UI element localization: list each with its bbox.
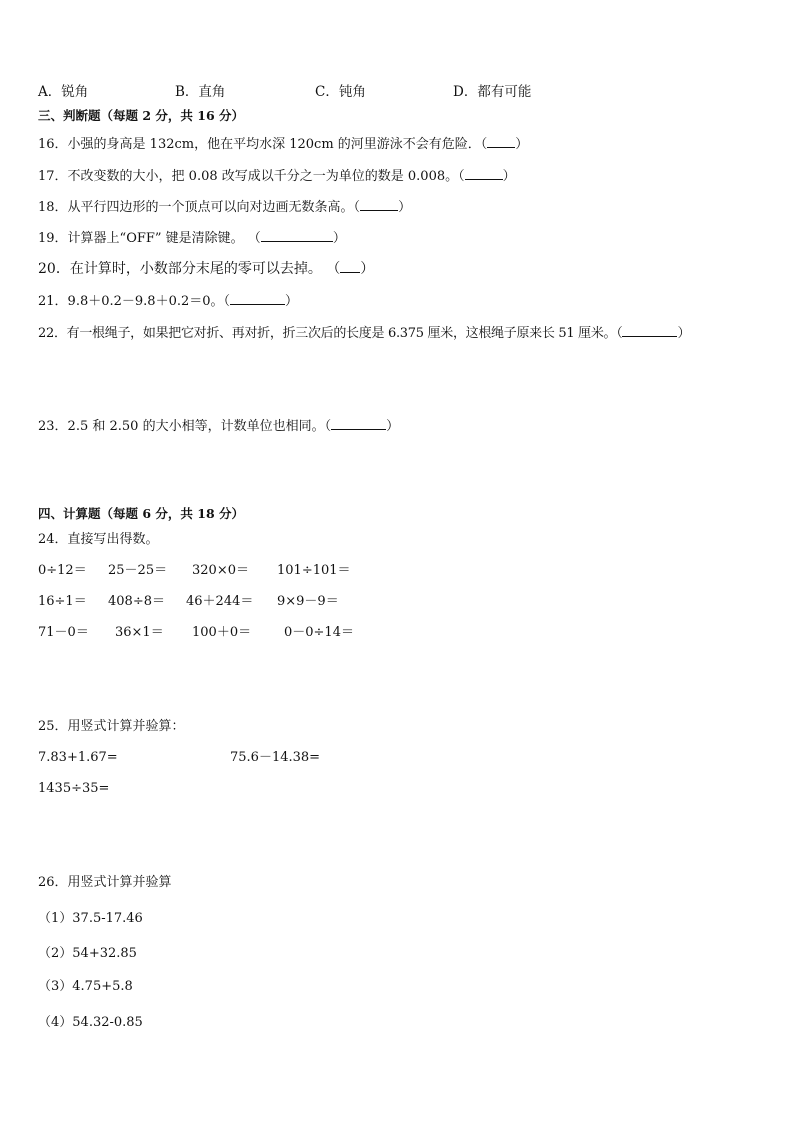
question-number: 22． bbox=[38, 326, 67, 341]
answer-blank[interactable] bbox=[230, 292, 285, 305]
question-24-title: 24．直接写出得数。 bbox=[38, 532, 159, 547]
choice-option-a: A．锐角 bbox=[38, 84, 89, 100]
question-tail: ） bbox=[386, 419, 400, 434]
calc-item: （3）4.75+5.8 bbox=[38, 979, 133, 994]
question-21 bbox=[38, 292, 298, 310]
question-tail: ） bbox=[285, 294, 299, 309]
calc-item: 100＋0＝ bbox=[192, 625, 252, 640]
calc-item: 0÷12＝ bbox=[38, 563, 87, 578]
question-20 bbox=[38, 260, 374, 277]
answer-blank[interactable] bbox=[622, 324, 677, 337]
question-tail: ） bbox=[677, 326, 691, 341]
question-text: 从平行四边形的一个顶点可以向对边画无数条高。（ bbox=[67, 200, 361, 215]
question-tail: ） bbox=[502, 169, 516, 184]
choice-option-c: C．钝角 bbox=[315, 84, 366, 100]
calc-item: 75.6－14.38= bbox=[230, 750, 321, 765]
answer-blank[interactable] bbox=[261, 229, 333, 242]
calc-item: 25－25＝ bbox=[108, 563, 168, 578]
answer-blank[interactable] bbox=[360, 198, 398, 211]
question-tail: ） bbox=[360, 261, 375, 277]
question-19 bbox=[38, 229, 346, 247]
answer-blank[interactable] bbox=[487, 135, 515, 148]
calc-item: 320×0＝ bbox=[192, 563, 249, 578]
section-4-title: 四、计算题（每题 6 分，共 18 分） bbox=[38, 506, 245, 521]
calc-item: 71－0＝ bbox=[38, 625, 89, 640]
calc-item: 36×1＝ bbox=[115, 625, 164, 640]
question-25-title: 25．用竖式计算并验算： bbox=[38, 719, 185, 734]
question-number: 16． bbox=[38, 137, 68, 152]
calc-item: 408÷8＝ bbox=[108, 594, 165, 609]
answer-blank[interactable] bbox=[331, 417, 386, 430]
question-18 bbox=[38, 198, 411, 216]
question-text: 在计算时，小数部分末尾的零可以去掉。 （ bbox=[69, 261, 341, 277]
question-tail: ） bbox=[332, 231, 346, 246]
calc-item: 101÷101＝ bbox=[277, 563, 351, 578]
calc-item: （1）37.5-17.46 bbox=[38, 911, 143, 926]
question-tail: ） bbox=[398, 200, 412, 215]
question-17 bbox=[38, 167, 516, 185]
question-number: 17． bbox=[38, 169, 68, 184]
choice-option-b: B．直角 bbox=[175, 84, 226, 100]
question-text: 9.8＋0.2－9.8＋0.2＝0。（ bbox=[67, 294, 231, 309]
calc-item: 46＋244＝ bbox=[186, 594, 254, 609]
question-26-title: 26．用竖式计算并验算 bbox=[38, 875, 172, 890]
choice-option-d: D．都有可能 bbox=[453, 84, 532, 100]
answer-blank[interactable] bbox=[340, 260, 360, 273]
question-number: 21． bbox=[38, 294, 68, 309]
question-tail: ） bbox=[515, 137, 529, 152]
question-text: 小强的身高是 132cm，他在平均水深 120cm 的河里游泳不会有危险．（ bbox=[67, 137, 488, 152]
section-3-title: 三、判断题（每题 2 分，共 16 分） bbox=[38, 108, 245, 123]
question-text: 2.5 和 2.50 的大小相等，计数单位也相同。（ bbox=[67, 419, 332, 434]
calc-item: 9×9－9＝ bbox=[277, 594, 339, 609]
calc-item: （4）54.32-0.85 bbox=[38, 1015, 143, 1030]
question-22 bbox=[38, 324, 690, 342]
question-number: 20． bbox=[38, 261, 70, 277]
question-number: 19． bbox=[38, 231, 68, 246]
answer-blank[interactable] bbox=[465, 167, 503, 180]
question-23 bbox=[38, 417, 399, 435]
calc-item: 7.83+1.67= bbox=[38, 750, 118, 765]
question-text: 计算器上“OFF” 键是清除键。 （ bbox=[67, 231, 261, 246]
question-number: 23． bbox=[38, 419, 68, 434]
calc-item: 1435÷35= bbox=[38, 781, 110, 796]
question-number: 18． bbox=[38, 200, 68, 215]
calc-item: （2）54+32.85 bbox=[38, 946, 137, 961]
question-text: 有一根绳子，如果把它对折、再对折，折三次后的长度是 6.375 厘米，这根绳子原来长 51 厘米。（ bbox=[66, 326, 623, 341]
calc-item: 16÷1＝ bbox=[38, 594, 87, 609]
question-16 bbox=[38, 135, 528, 153]
question-text: 不改变数的大小，把 0.08 改写成以千分之一为单位的数是 0.008。（ bbox=[67, 169, 465, 184]
calc-item: 0－0÷14＝ bbox=[284, 625, 354, 640]
